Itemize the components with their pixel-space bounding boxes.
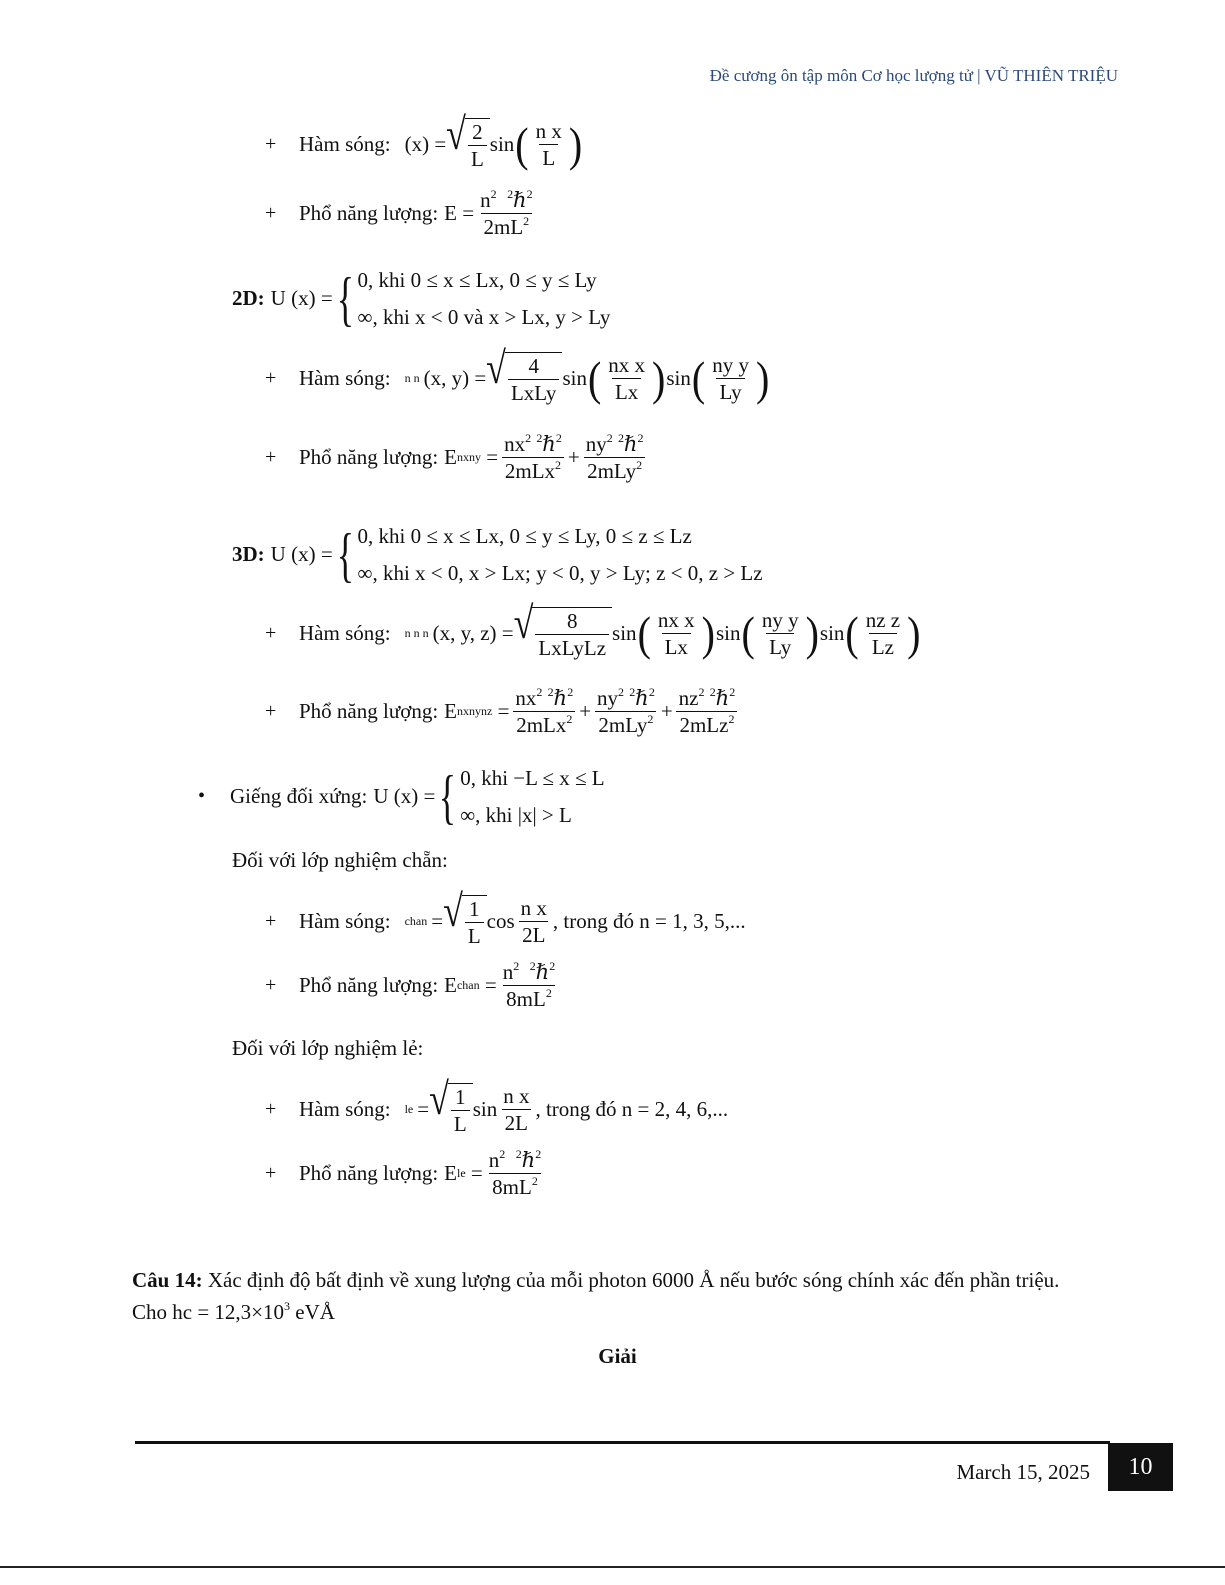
bullet-mark: •	[198, 785, 206, 808]
solution-title: Giải	[598, 1344, 637, 1368]
footer-date: March 15, 2025	[956, 1460, 1090, 1484]
odd-solutions-title: Đối với lớp nghiệm lẻ:	[232, 1036, 424, 1060]
formula-psi-2d: n n (x, y) = √ $\frac{4}{\text{LxLy}}$ sin ( $\frac{\text{nx x}}{Lx}$ ) sin ( $\frac{\text{ny y}}{Ly}$ )	[405, 352, 771, 405]
page-header: Đề cương ôn tập môn Cơ học lượng tử | VŨ THIÊN TRIỆU	[709, 66, 1118, 85]
formula-E-1d: E = $\frac{n^2 ^2\hbar^2}{2mL^2}$	[444, 187, 533, 240]
wavefunction-3d: + Hàm sóng: n n n (x, y, z) = √ $\frac{8}{\text{LxLyLz}}$ sin ( $\frac{\text{nx x}}{Lx}$ ) sin ( $\frac{\text{ny y}}{Ly}$ ) sin ( $\frac{\text{nz z}}{Lz}$ )	[265, 607, 921, 660]
question-given: Cho hc = 12,3×10	[132, 1299, 285, 1324]
formula-E-even: E chan = $\frac{n^2 ^2\hbar^2}{8mL^2}$	[444, 959, 556, 1012]
energy-odd: + Phổ năng lượng: E le = $\frac{n^2 ^2\hbar^2}{8mL^2}$	[265, 1148, 547, 1199]
wavefunction-odd: + Hàm sóng: le = √ $\frac{1}{L}$ sin $\frac{\text{n x}}{2L}$ , trong đó n = 2, 4, 6,...	[265, 1083, 728, 1136]
question-label: Câu 14:	[132, 1268, 203, 1292]
symmetric-well: • Giếng đối xứng: U (x) = { 0, khi −L ≤ x ≤ L ∞, khi |x| > L	[198, 763, 605, 830]
brace-icon: {	[336, 521, 354, 588]
sqrt: √ $\frac{2}{L}$	[446, 118, 490, 171]
formula-psi-3d: n n n (x, y, z) = √ $\frac{8}{\text{LxLyLz}}$ sin ( $\frac{\text{nx x}}{Lx}$ ) sin ( $\frac{\text{ny y}}{Ly}$ ) sin ( $\frac{\text{nz z}}{Lz}$ )	[405, 607, 922, 660]
plus-mark: +	[265, 133, 277, 156]
potential-3d: 3D: U (x) = { 0, khi 0 ≤ x ≤ Lx, 0 ≤ y ≤ Ly, 0 ≤ z ≤ Lz ∞, khi x < 0, x > Lx; y < 0, y > Ly; z < 0, z > Lz	[232, 521, 763, 588]
radical-icon: √	[429, 1073, 449, 1124]
radical-icon: √	[443, 885, 463, 936]
formula-psi-even: chan = √ $\frac{1}{L}$ cos $\frac{\text{n x}}{2L}$ , trong đó n = 1, 3, 5,...	[405, 895, 746, 948]
page-number: 10	[1108, 1443, 1173, 1491]
wavefunction-2d: + Hàm sóng: n n (x, y) = √ $\frac{4}{\text{LxLy}}$ sin ( $\frac{\text{nx x}}{Lx}$ ) sin ( $\frac{\text{ny y}}{Ly}$ )	[265, 352, 770, 405]
energy-even: + Phổ năng lượng: E chan = $\frac{n^2 ^2\hbar^2}{8mL^2}$	[265, 960, 561, 1011]
question-text: Xác định độ bất định về xung lượng của mỗi photon 6000 Å nếu bước sóng chính xác đến phần triệu.	[202, 1268, 1060, 1292]
even-solutions-title: Đối với lớp nghiệm chẵn:	[232, 848, 448, 872]
radical-icon: √	[486, 342, 506, 393]
wavefunction-1d	[265, 108, 583, 172]
formula-psi-odd: le = √ $\frac{1}{L}$ sin $\frac{\text{n x}}{2L}$ , trong đó n = 2, 4, 6,...	[405, 1083, 729, 1136]
radical-icon: √	[446, 108, 466, 159]
formula-psi-1d: (x) = √ $\frac{2}{L}$ sin ( $\frac{\text{n x}}{L}$ )	[405, 118, 584, 171]
formula-E-2d: E nxny = $\frac{nx^2 ^2\hbar^2}{2mLx^2}$ + $\frac{ny^2 ^2\hbar^2}{2mLy^2}$	[444, 431, 644, 484]
formula-E-3d: E nxnynz = $\frac{nx^2 ^2\hbar^2}{2mLx^2}$ + $\frac{ny^2 ^2\hbar^2}{2mLy^2}$ + $\frac{nz^2 ^2\hbar^2}{2mLz^2}$	[444, 686, 741, 737]
psi-arg: (x) =	[404, 132, 447, 157]
label-ham-song: Hàm sóng:	[299, 132, 391, 157]
energy-2d: + Phổ năng lượng: E nxny = $\frac{nx^2 ^2\hbar^2}{2mLx^2}$ + $\frac{ny^2 ^2\hbar^2}{2mLy^2}$	[265, 432, 649, 483]
footer-rule	[135, 1441, 1110, 1444]
label-pho-nang-luong: Phổ năng lượng:	[299, 201, 439, 226]
potential-2d: 2D: U (x) = { 0, khi 0 ≤ x ≤ Lx, 0 ≤ y ≤ Ly ∞, khi x < 0 và x > Lx, y > Ly	[232, 265, 611, 332]
brace-icon: {	[336, 265, 354, 332]
label-3d: 3D:	[232, 542, 265, 567]
brace-icon: {	[439, 763, 457, 830]
question-14: Câu 14: Xác định độ bất định về xung lượng của mỗi photon 6000 Å nếu bước sóng chính xác đến phần triệu. Cho hc = $12,3\times 10^3$ eVÅ	[132, 1268, 1060, 1324]
formula-E-odd: E le = $\frac{n^2 ^2\hbar^2}{8mL^2}$	[444, 1147, 542, 1200]
page-bottom-edge	[0, 1566, 1225, 1568]
radical-icon: √	[513, 597, 534, 648]
energy-3d: + Phổ năng lượng: E nxnynz = $\frac{nx^2 ^2\hbar^2}{2mLx^2}$ + $\frac{ny^2 ^2\hbar^2}{2mLy^2}$ + $\frac{nz^2 ^2\hbar^2}{2mLz^2}$	[265, 686, 741, 737]
energy-1d: + Phổ năng lượng: E = $\frac{n^2 ^2\hbar^2}{2mL^2}$	[265, 188, 539, 239]
label-2d: 2D:	[232, 286, 265, 311]
wavefunction-even: + Hàm sóng: chan = √ $\frac{1}{L}$ cos $\frac{\text{n x}}{2L}$ , trong đó n = 1, 3, 5,...	[265, 895, 746, 948]
